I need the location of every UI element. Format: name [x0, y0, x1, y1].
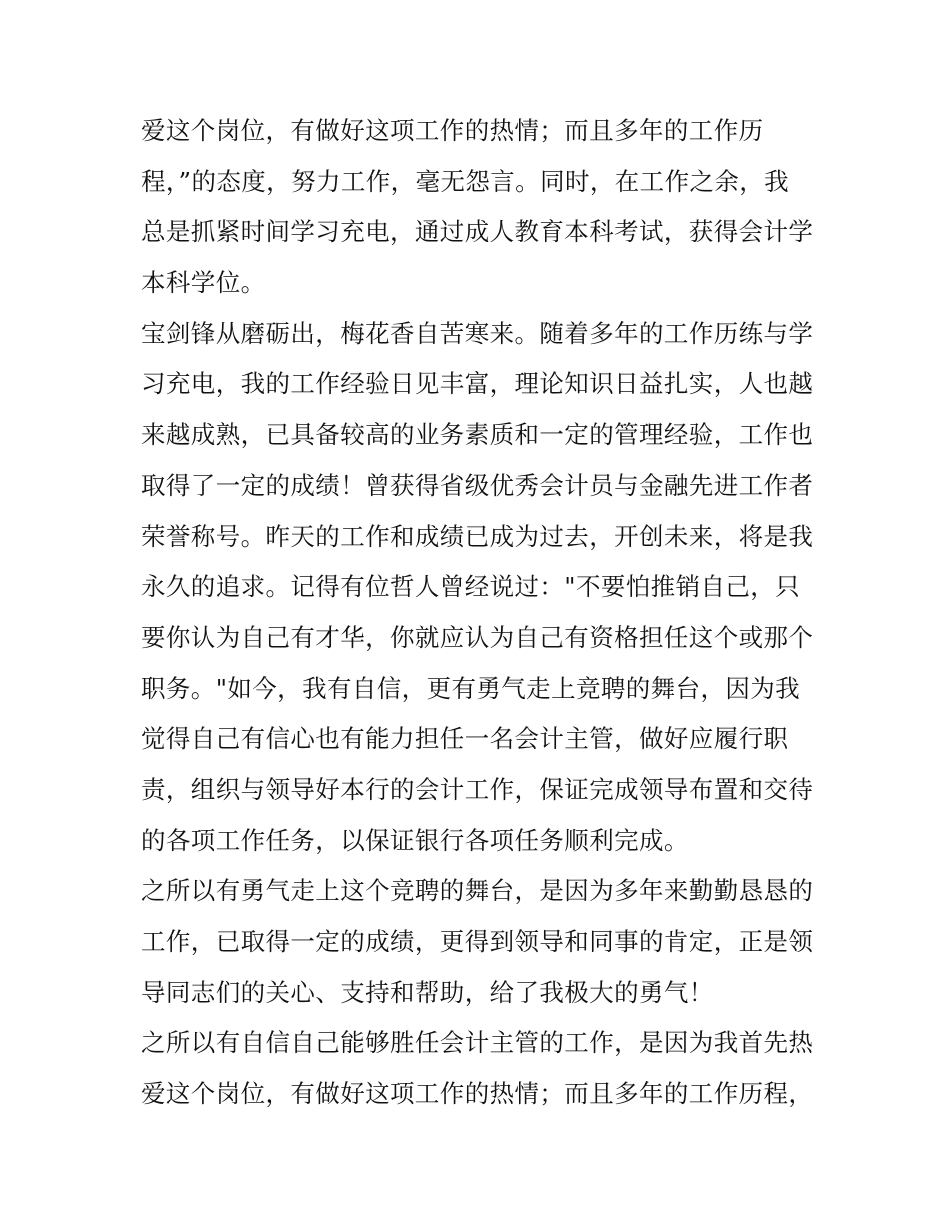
- text-line: 荣誉称号。昨天的工作和成绩已成为过去，开创未来，将是我: [141, 521, 814, 551]
- text-line: 永久的追求。记得有位哲人曾经说过："不要怕推销自己，只: [141, 572, 801, 602]
- document-body: [141, 106, 821, 1120]
- text-line: 责，组织与领导好本行的会计工作，保证完成领导布置和交待: [141, 774, 814, 804]
- text-line: 导同志们的关心、支持和帮助，给了我极大的勇气！: [141, 977, 714, 1007]
- text-line: 的各项工作任务，以保证银行各项任务顺利完成。: [141, 825, 689, 855]
- text-line: 觉得自己有信心也有能力担任一名会计主管，做好应履行职: [141, 724, 789, 754]
- text-line: 爱这个岗位，有做好这项工作的热情；而且多年的工作历: [141, 116, 764, 145]
- text-line: 之所以有勇气走上这个竞聘的舞台，是因为多年来勤勤恳恳的: [141, 876, 814, 906]
- text-line: 之所以有自信自己能够胜任会计主管的工作，是因为我首先热: [141, 1028, 814, 1058]
- text-line: 习充电，我的工作经验日见丰富，理论知识日益扎实，人也越: [141, 369, 814, 399]
- text-line: 总是抓紧时间学习充电，通过成人教育本科考试，获得会计学: [141, 217, 814, 247]
- text-line: 取得了一定的成绩！曾获得省级优秀会计员与金融先进工作者: [141, 470, 814, 500]
- text-line: 本科学位。: [141, 268, 266, 298]
- text-line: 来越成熟，已具备较高的业务素质和一定的管理经验，工作也: [141, 420, 814, 450]
- text-line: 要你认为自己有才华，你就应认为自己有资格担任这个或那个: [141, 622, 814, 652]
- text-line: 职务。"如今，我有自信，更有勇气走上竞聘的舞台，因为我: [141, 673, 801, 703]
- text-line: 爱这个岗位，有做好这项工作的热情；而且多年的工作历程，: [141, 1079, 814, 1109]
- text-line: 工作，已取得一定的成绩，更得到领导和同事的肯定，正是领: [141, 927, 814, 956]
- text-line: 宝剑锋从磨砺出，梅花香自苦寒来。随着多年的工作历练与学: [141, 318, 814, 348]
- text-line: 程，”的态度，努力工作，毫无怨言。同时，在工作之余，我: [141, 166, 790, 196]
